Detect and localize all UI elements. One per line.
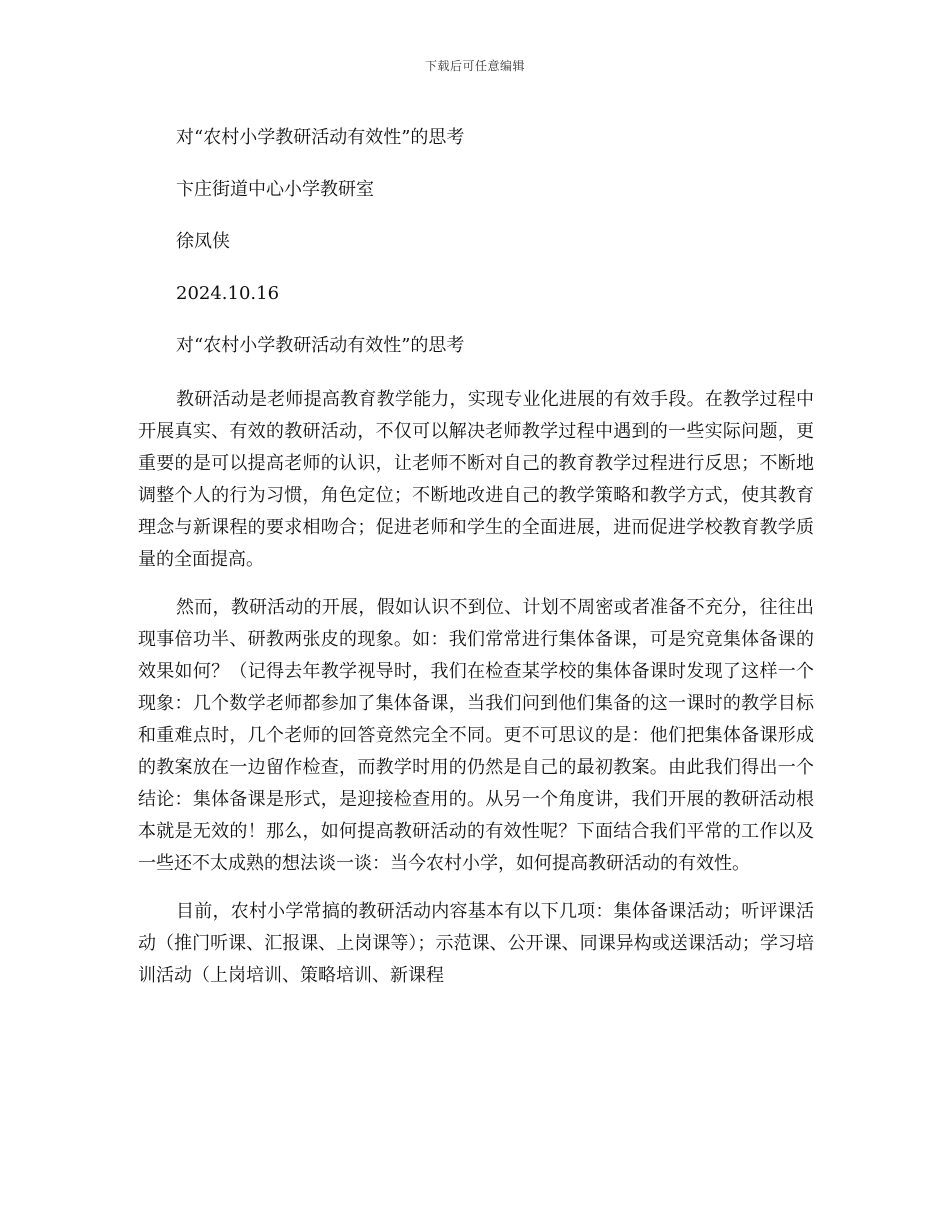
header-note: 下载后可任意编辑 [424,59,525,73]
document-date: 2024.10.16 [176,283,280,304]
document-title-repeat: 对“农村小学教研活动有效性”的思考 [176,335,465,356]
organization-name: 卞庄街道中心小学教研室 [176,179,374,200]
body-paragraph: 教研活动是老师提高教育教学能力，实现专业化进展的有效手段。在教学过程中开展真实、有效的教研活动，不仅可以解决老师教学过程中遇到的一些实际问题，更重要的是可以提高老师的认识，让老师不断对自己的教育教学过程进行反思；不断地调整个人的行为习惯，角色定位；不断地改进自己的教学策略和教学方式，使其教育理念与新课程的要求相吻合；促进老师和学生的全面进展，进而促进学校教育教学质量的全面提高。 [138,389,814,570]
body-paragraph: 然而，教研活动的开展，假如认识不到位、计划不周密或者准备不充分，往往出现事倍功半、研教两张皮的现象。如：我们常常进行集体备课，可是究竟集体备课的效果如何？（记得去年教学视导时，我们在检查某学校的集体备课时发现了这样一个现象：几个数学老师都参加了集体备课，当我们问到他们集备的这一课时的教学目标和重难点时，几个老师的回答竟然完全不同。更不可思议的是：他们把集体备课形成的教案放在一边留作检查，而教学时用的仍然是自己的最初教案。由此我们得出一个结论：集体备课是形式，是迎接检查用的。从另一个角度讲，我们开展的教研活动根本就是无效的！那么，如何提高教研活动的有效性呢？下面结合我们平常的工作以及一些还不太成熟的想法谈一谈：当今农村小学，如何提高教研活动的有效性。 [138,597,814,874]
document-content [138,124,814,1008]
body-paragraph: 目前，农村小学常搞的教研活动内容基本有以下几项：集体备课活动；听评课活动（推门听课、汇报课、上岗课等）；示范课、公开课、同课异构或送课活动；学习培训活动（上岗培训、策略培训、新课程 [138,901,814,986]
author-name: 徐凤侠 [176,231,230,252]
document-title: 对“农村小学教研活动有效性”的思考 [176,127,465,148]
